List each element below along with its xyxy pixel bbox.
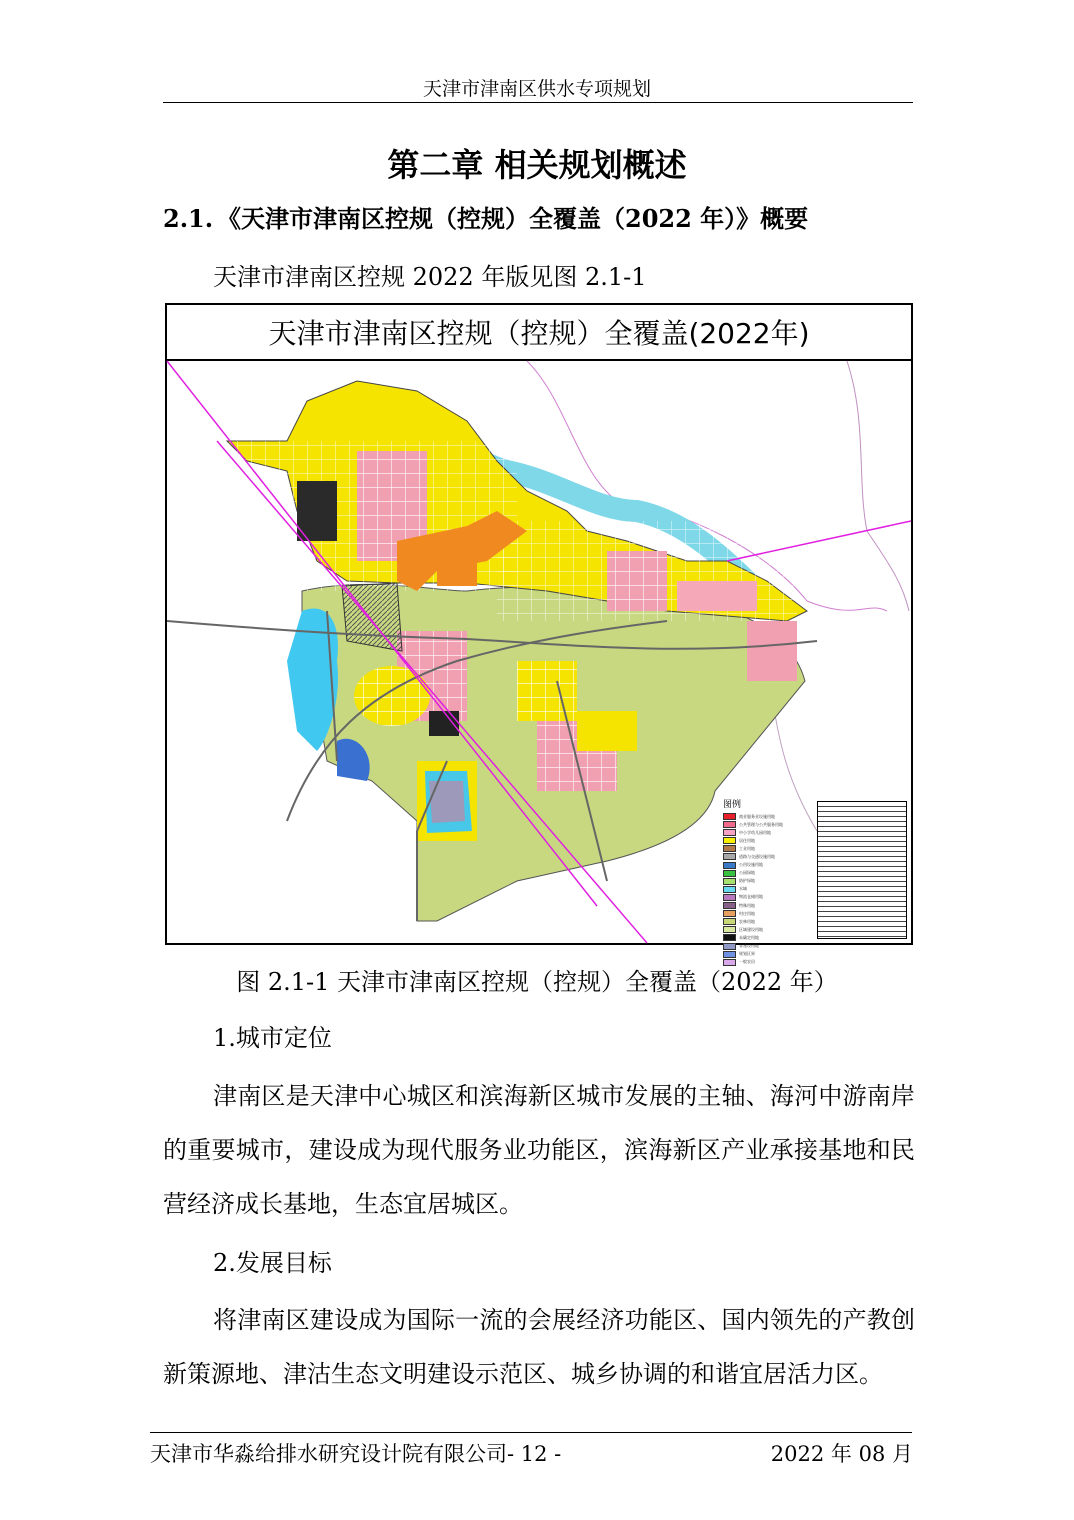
legend-swatch — [723, 845, 736, 852]
legend-label: 工业用地 — [739, 845, 755, 851]
legend-swatch — [723, 926, 736, 933]
legend-swatch — [723, 894, 736, 901]
legend-item — [723, 943, 823, 950]
legend-title: 图例 — [723, 800, 742, 810]
heading-development-goals: 2.发展目标 — [213, 1249, 332, 1277]
legend-item — [723, 902, 823, 909]
legend-item — [723, 845, 823, 852]
map-title: 天津市津南区控规（控规）全覆盖(2022年) — [167, 305, 911, 361]
legend-label: 公园绿地 — [739, 870, 755, 876]
legend-label: 一般农田 — [739, 959, 755, 965]
legend-label: 未确定用地 — [739, 934, 759, 940]
footer-date: 2022 年 08 月 — [770, 1442, 913, 1466]
legend-label: 特殊用地 — [739, 902, 755, 908]
legend-item — [723, 837, 823, 844]
legend-label: 商业服务业设施用地 — [739, 813, 775, 819]
land-use-map-figure — [165, 303, 913, 965]
header-rule — [163, 102, 913, 103]
legend-label: 物流仓储用地 — [739, 894, 763, 900]
legend-label: 中小学幼儿园用地 — [739, 829, 771, 835]
section-heading — [163, 199, 808, 234]
legend-swatch — [723, 862, 736, 869]
legend-item — [723, 918, 823, 925]
legend-swatch — [723, 853, 736, 860]
legend-item — [723, 878, 823, 885]
legend-item — [723, 951, 823, 958]
paragraph-city-positioning: 津南区是天津中心城区和滨海新区城市发展的主轴、海河中游南岸的重要城市，建设成为现代服务业功能区，滨海新区产业承接基地和民营经济成长基地，生态宜居城区。 — [163, 1082, 915, 1218]
legend-label: 居住用地 — [739, 837, 755, 843]
legend-item — [723, 853, 823, 860]
legend-item — [723, 829, 823, 836]
legend-label: 道路与交通设施用地 — [739, 853, 775, 859]
legend-label: 非建设用地 — [739, 943, 759, 948]
legend-item — [723, 870, 823, 877]
legend-item — [723, 926, 823, 933]
legend-label: 公共管理与公共服务用地 — [739, 821, 783, 827]
legend-item — [723, 934, 823, 941]
legend-label: 水域 — [739, 886, 747, 892]
legend-swatch — [723, 837, 736, 844]
legend-swatch — [723, 870, 736, 877]
section-title: 《天津市津南区控规（控规）全覆盖（2022 年）》概要 — [217, 204, 809, 233]
legend-swatch — [723, 829, 736, 836]
legend-swatch — [723, 951, 736, 958]
legend-item — [723, 886, 823, 893]
legend-swatch — [723, 918, 736, 925]
legend-data-table — [817, 801, 907, 939]
footer-rule — [150, 1432, 912, 1433]
legend-label: 区域建设用地 — [739, 926, 763, 932]
chapter-title: 第二章 相关规划概述 — [387, 146, 687, 184]
legend-swatch — [723, 813, 736, 820]
legend-swatch — [723, 934, 736, 941]
figure-caption: 图 2.1-1 天津市津南区控规（控规）全覆盖（2022 年） — [236, 968, 838, 996]
legend-label: 规划区界 — [739, 951, 755, 957]
legend-swatch — [723, 886, 736, 893]
legend-item — [723, 862, 823, 869]
legend-label: 农林用地 — [739, 918, 755, 924]
legend-item — [723, 910, 823, 917]
legend-item — [723, 821, 823, 828]
legend-label: 村庄用地 — [739, 910, 755, 916]
legend-label: 防护绿地 — [739, 878, 755, 884]
legend-swatch — [723, 910, 736, 917]
legend-label: 公用设施用地 — [739, 862, 763, 868]
intro-text: 天津市津南区控规 2022 年版见图 2.1-1 — [213, 263, 647, 291]
heading-city-positioning: 1.城市定位 — [213, 1024, 332, 1052]
legend-swatch — [723, 902, 736, 909]
footer-company: 天津市华淼给排水研究设计院有限公司- 12 - — [150, 1442, 562, 1466]
legend-swatch — [723, 943, 736, 950]
section-number: 2.1. — [163, 204, 214, 233]
legend-item — [723, 894, 823, 901]
paragraph-development-goals: 将津南区建设成为国际一流的会展经济功能区、国内领先的产教创新策源地、津沽生态文明建设示范区、城乡协调的和谐宜居活力区。 — [163, 1306, 915, 1388]
legend-item — [723, 813, 823, 820]
page-header: 天津市津南区供水专项规划 — [422, 78, 651, 100]
legend-swatch — [723, 821, 736, 828]
legend-swatch — [723, 878, 736, 885]
map-legend — [723, 797, 823, 967]
